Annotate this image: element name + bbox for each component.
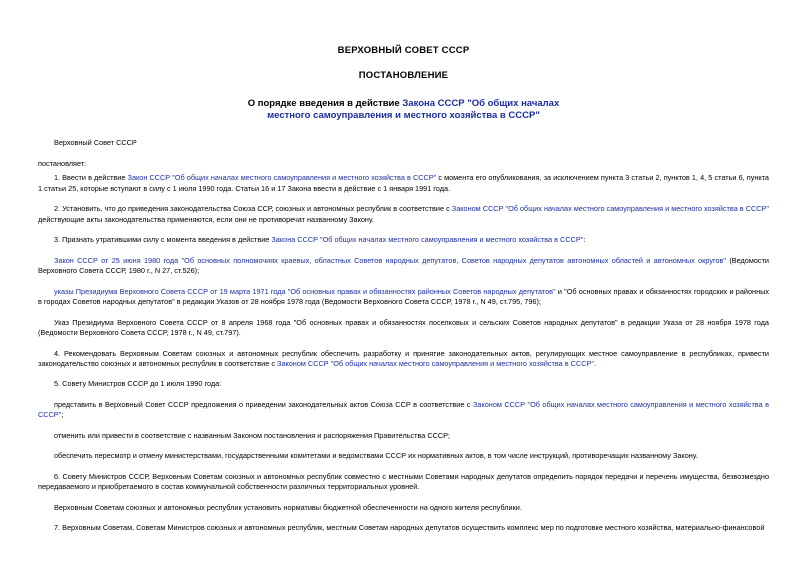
document-body xyxy=(38,138,769,543)
paragraph-5-submit: представить в Верховный Совет СССР предложения о приведении законодательных актов Союза ССР в соответствие с Законом СССР "Об общих началах местного самоуправления и местного хозяйства в СССР"; xyxy=(38,399,769,420)
title-prefix: О порядке введения в действие xyxy=(247,98,403,109)
paragraph-6-norms: Верховным Советам союзных и автономных республик установить нормативы бюджетной обеспеченности на одного жителя республики. xyxy=(54,502,522,512)
decrees-1971-link[interactable]: указы Президиума Верховного Совета СССР от 19 марта 1971 года "Об основных правах и обязанностях районных Советов народных депутатов" xyxy=(54,286,556,296)
document-title xyxy=(120,98,687,122)
paragraph-5-review: обеспечить пересмотр и отмену министерствами, государственными комитетами и ведомствами СССР их нормативных актов, в том числе инструкций, противоречащих названному Закону. xyxy=(54,451,698,461)
paragraph-resolves: постановляет: xyxy=(38,158,87,168)
document-type: ПОСТАНОВЛЕНИЕ xyxy=(358,70,449,81)
paragraph-repealed-decrees-1971: указы Президиума Верховного Совета СССР от 19 марта 1971 года "Об основных правах и обязанностях районных Советов народных депутатов" и "Об основных правах и обязанностях городских и районных в городах Советов народных депутатов" в редакции Указов от 28 ноября 1978 года (Ведомости Верховного Совета СССР, 1978 г., N 49, ст.795, 796); xyxy=(38,286,770,307)
law-link[interactable]: Законом СССР "Об общих началах местного самоуправления и местного хозяйства в СССР" xyxy=(277,359,594,369)
paragraph-2: 2. Установить, что до приведения законодательства Союза ССР, союзных и автономных республик в соответствие с Законом СССР "Об общих началах местного самоуправления и местного хозяйства в СССР" действующие акты законодательства применяются, если они не противоречат названному Закону. xyxy=(38,204,769,224)
paragraph-5: 5. Совету Министров СССР до 1 июля 1990 года: xyxy=(54,379,222,389)
paragraph-7: 7. Верховным Советам, Советам Министров союзных и автономных республик, местным Советам народных депутатов осуществить комплекс мер по подготовке местного хозяйства, материально-финансовой xyxy=(54,523,765,533)
title-link-line2: местного самоуправления и местного хозяйства в СССР" xyxy=(267,110,540,121)
paragraph-1: 1. Ввести в действие Закон СССР "Об общих началах местного самоуправления и местного хозяйства в СССР" с момента его опубликования, за исключением пункта 3 статьи 2, пунктов 1, 4, 5 статьи 6, пункта 1 статьи 25, которые вступают в силу с 1 июля 1990 года. Статьи 16 и 17 Закона ввести в действие с 1 января 1991 года. xyxy=(38,173,769,193)
paragraph-issuer: Верховный Совет СССР xyxy=(54,138,137,147)
paragraph-repealed-law-1980: Закон СССР от 25 июня 1980 года "Об основных полномочиях краевых, областных Советов народных депутатов, Советов народных депутатов автономных областей и автономных округов" (Ведомости Верховного Совета СССР, 1980 г., N 27, ст.526); xyxy=(38,255,769,276)
paragraph-5-cancel: отменить или привести в соответствие с названным Законом постановления и распоряжения Правительства СССР; xyxy=(54,430,450,440)
paragraph-6: 6. Совету Министров СССР, Верховным Советам союзных и автономных республик совместно с местными Советами народных депутатов определить порядок передачи и перечень имущества, безвозмездно передаваемого и приобретаемого в состав коммунальной собственности различных территориальных уровней. xyxy=(38,471,769,492)
law-link[interactable]: Законом СССР "Об общих началах местного самоуправления и местного хозяйства в СССР" xyxy=(451,204,769,214)
law-link[interactable]: Закона СССР "Об общих началах местного самоуправления и местного хозяйства в СССР" xyxy=(271,235,584,245)
law-link[interactable]: Законом СССР "Об общих началах местного самоуправления и местного хозяйства в СССР" xyxy=(38,399,769,420)
law-1980-link[interactable]: Закон СССР от 25 июня 1980 года "Об основных полномочиях краевых, областных Советов народных депутатов, Советов народных депутатов автономных областей и автономных округов" xyxy=(54,255,727,265)
title-link-line1: Закона СССР "Об общих началах xyxy=(402,98,560,109)
paragraph-3: 3. Признать утратившими силу с момента введения в действие Закона СССР "Об общих началах местного самоуправления и местного хозяйства в СССР": xyxy=(54,235,586,245)
law-link[interactable]: Закон СССР "Об общих началах местного самоуправления и местного хозяйства в СССР" xyxy=(127,173,437,183)
issuing-organization: ВЕРХОВНЫЙ СОВЕТ СССР xyxy=(337,45,470,56)
paragraph-repealed-decree-1968: Указ Президиума Верховного Совета СССР от 8 апреля 1968 года "Об основных правах и обязанностях поселковых и сельских Советов народных депутатов" в редакции Указа от 28 ноября 1978 года (Ведомости Верховного Совета СССР, 1978 г., N 49, ст.797). xyxy=(38,317,769,338)
paragraph-4: 4. Рекомендовать Верховным Советам союзных и автономных республик обеспечить разработку и принятие законодательных актов, регулирующих местное самоуправление в республиках, привести законодательство союзных и автономных республик в соответствие с Законом СССР "Об общих началах местного самоуправления и местного хозяйства в СССР". xyxy=(38,348,769,369)
